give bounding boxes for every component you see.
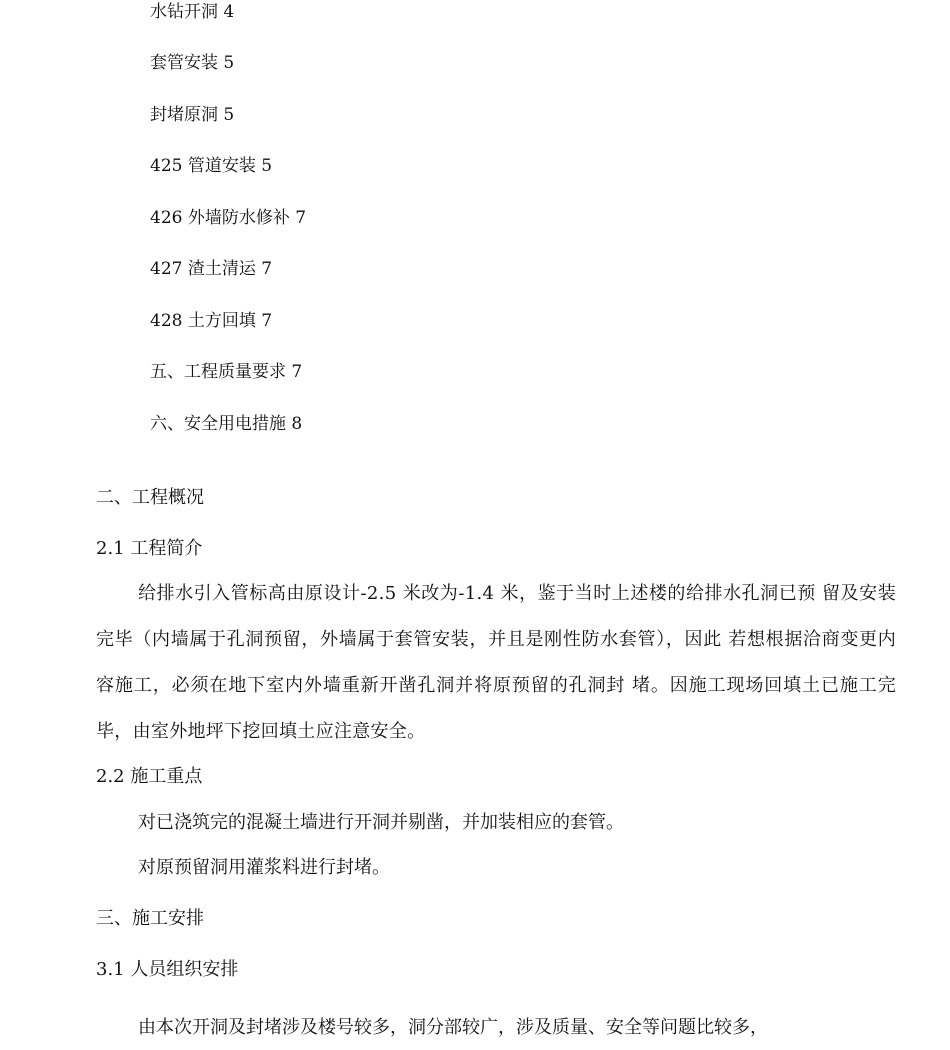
toc-entry: 425 管道安装 5 (150, 156, 273, 176)
subsection-heading: 2.1 工程简介 (96, 538, 203, 559)
paragraph: 由本次开洞及封堵涉及楼号较多，洞分部较广，涉及质量、安全等问题比较多， (138, 1017, 768, 1038)
bullet-paragraph: 对已浇筑完的混凝土墙进行开洞并剔凿，并加装相应的套管。 (138, 812, 624, 833)
subsection-heading: 2.2 施工重点 (96, 766, 203, 787)
subsection-heading: 3.1 人员组织安排 (96, 959, 239, 980)
toc-entry: 427 渣土清运 7 (150, 259, 273, 279)
toc-entry: 套管安装 5 (150, 53, 235, 73)
bullet-paragraph: 对原预留洞用灌浆料进行封堵。 (138, 857, 390, 878)
toc-entry: 五、工程质量要求 7 (150, 362, 303, 382)
section-heading: 三、施工安排 (96, 908, 204, 929)
toc-entry: 封堵原洞 5 (150, 105, 235, 125)
toc-entry: 428 土方回填 7 (150, 311, 273, 331)
toc-entry: 水钻开洞 4 (150, 2, 235, 22)
toc-entry: 426 外墙防水修补 7 (150, 208, 307, 228)
section-heading: 二、工程概况 (96, 487, 204, 508)
toc-entry: 六、安全用电措施 8 (150, 414, 303, 434)
paragraph: 给排水引入管标高由原设计-2.5 米改为-1.4 米，鉴于当时上述楼的给排水孔洞已预 留及安装完毕（内墙属于孔洞预留，外墙属于套管安装，并且是刚性防水套管），因此 若想根据洽商变更内容施工，必须在地下室内外墙重新开凿孔洞并将原预留的孔洞封 堵。因施工现场回填土已施工完毕，由室外地坪下挖回填土应注意安全。 (96, 583, 896, 742)
